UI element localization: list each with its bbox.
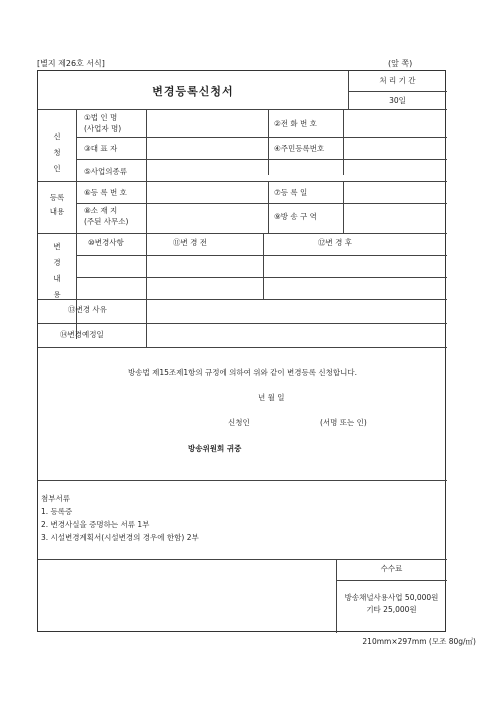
page-side-label: (앞 쪽): [388, 59, 413, 68]
attachment-item: 2. 변경사실을 증명하는 서류 1부: [41, 520, 150, 529]
change-date-label: ⑭변경예정일: [60, 330, 104, 339]
attachments-title: 첨부서류: [41, 494, 70, 503]
change-reason-label: ⑬변경 사유: [68, 305, 107, 314]
fee-label: 수수료: [380, 564, 403, 573]
declaration-date: 년 월 일: [258, 393, 285, 402]
fee-broadcast-channel: 방송채널사용사업 50,000원: [344, 593, 439, 602]
form-title: 변경등록신청서: [152, 85, 234, 98]
form-number: [별지 제26호 서식]: [37, 59, 105, 68]
location-sublabel: (주된 사무소): [84, 217, 129, 226]
processing-period-value: 30일: [389, 96, 406, 105]
registration-section-label-1: 등록: [49, 193, 65, 202]
application-form: [37, 70, 446, 632]
declaration-recipient: 방송위원회 귀중: [188, 444, 242, 453]
change-section-label: 변 경 내 용: [53, 242, 61, 299]
phone-label: ②전 화 번 호: [274, 119, 317, 128]
paper-spec: 210mm×297mm (모조 80g/㎡): [362, 637, 476, 646]
corp-name-label: ①법 인 명: [84, 113, 118, 122]
attachment-item: 1. 등록증: [41, 507, 73, 516]
business-type-label: ⑤사업의종류: [84, 167, 127, 176]
corp-name-sublabel: (사업자 명): [84, 124, 122, 133]
applicant-section-label: 신 청 인: [53, 132, 61, 173]
declaration-applicant: 신청인: [228, 418, 250, 427]
change-item-label: ⑩변경사항: [88, 238, 124, 247]
declaration-statement: 방송법 제15조제1항의 규정에 의하여 위와 같이 변경등록 신청합니다.: [127, 368, 357, 377]
resident-id-label: ④주민등록번호: [274, 144, 325, 153]
registration-number-label: ⑥등 록 번 호: [84, 188, 127, 197]
fee-other: 기타 25,000원: [366, 605, 417, 614]
after-change-label: ⑫변 경 후: [318, 238, 353, 247]
broadcast-area-label: ⑨방 송 구 역: [274, 212, 317, 221]
representative-label: ③대 표 자: [84, 144, 118, 153]
registration-date-label: ⑦등 록 일: [274, 188, 308, 197]
before-change-label: ⑪변 경 전: [173, 238, 208, 247]
declaration-signature: (서명 또는 인): [320, 418, 367, 427]
location-label: ⑧소 재 지: [84, 206, 118, 215]
registration-section-label-2: 내용: [49, 207, 65, 216]
attachment-item: 3. 시설변경계획서(시설변경의 경우에 한함) 2부: [41, 533, 199, 542]
processing-period-label: 처 리 기 간: [379, 76, 416, 85]
